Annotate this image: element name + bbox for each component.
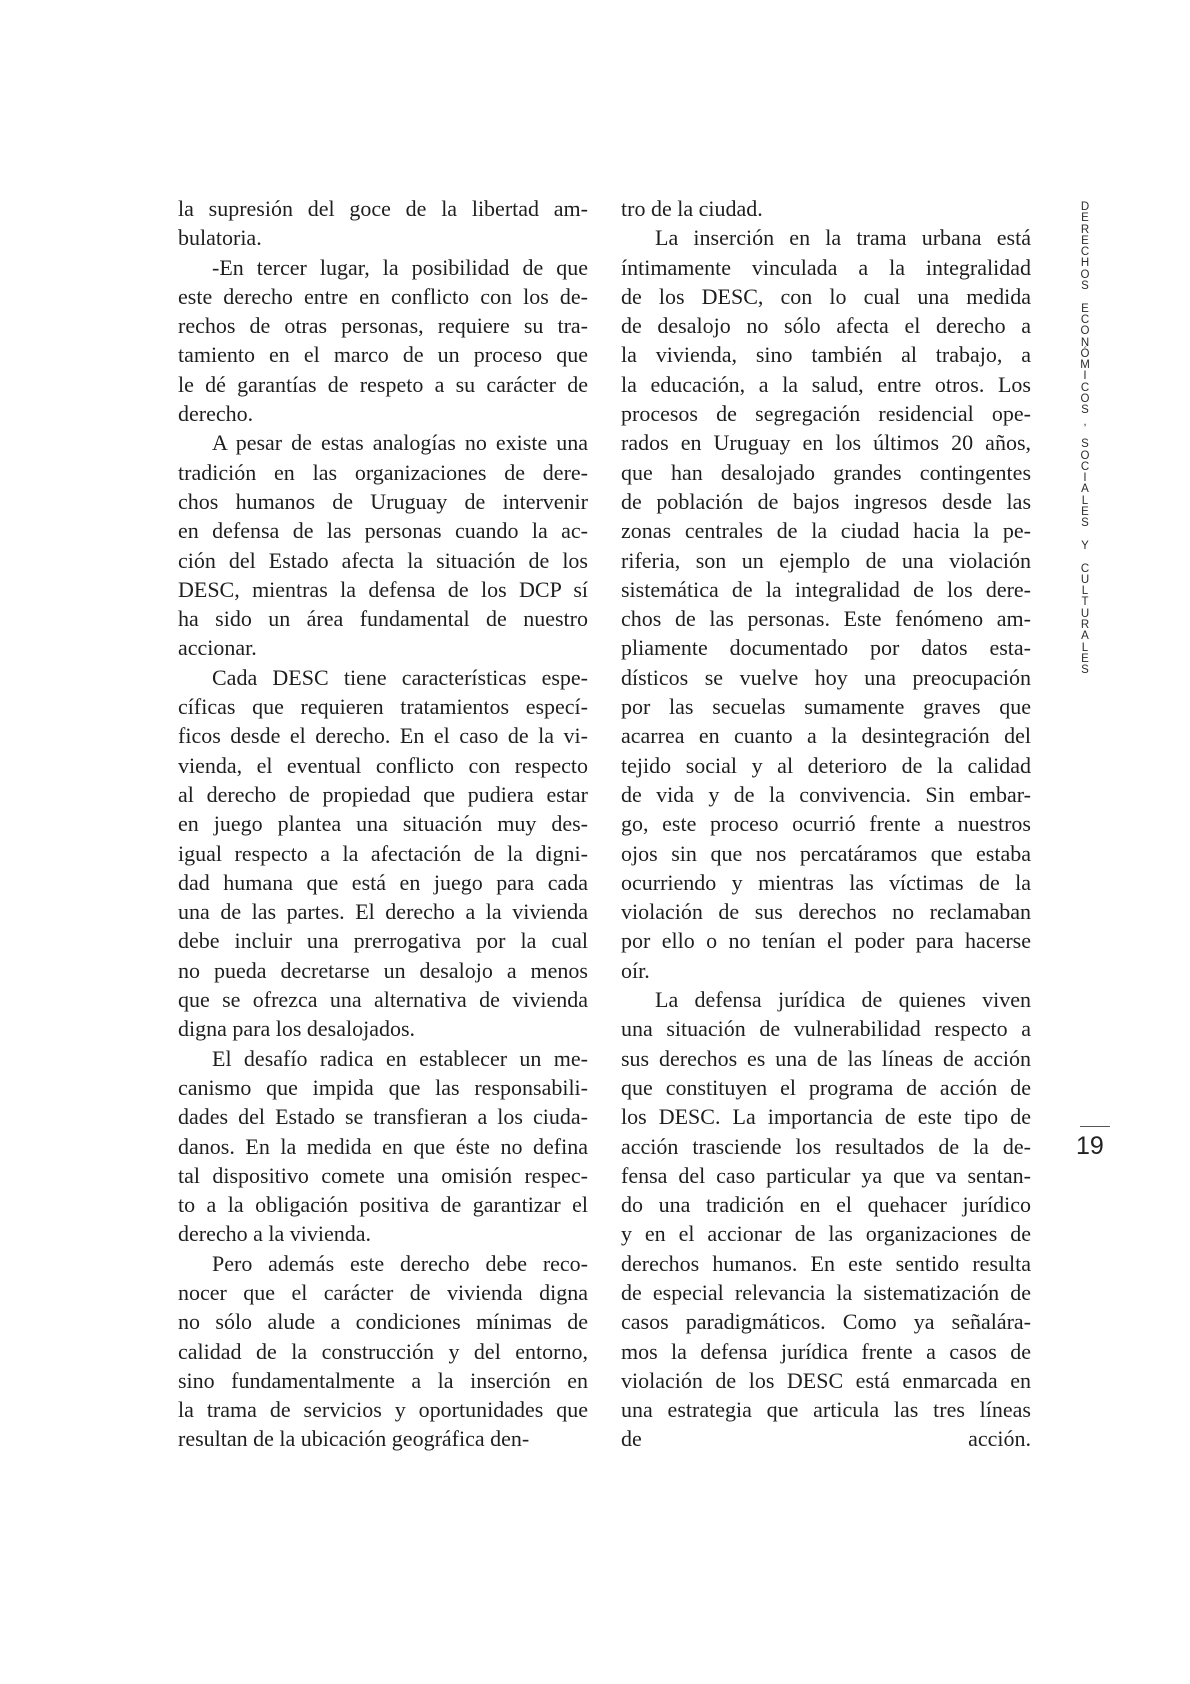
- page-number: 19: [1076, 1132, 1104, 1160]
- text-line: procesos de segregación residencial ope-: [621, 401, 1031, 427]
- text-line: Cada DESC tiene características espe-: [212, 664, 588, 690]
- text-line: El desafío radica en establecer un me-: [212, 1045, 588, 1071]
- text-line: ción del Estado afecta la situación de los: [178, 547, 588, 573]
- text-line: sus derechos es una de las líneas de acción: [621, 1045, 1031, 1071]
- text-line: pliamente documentado por datos esta-: [621, 635, 1031, 661]
- text-line: chos de las personas. Este fenómeno am-: [621, 606, 1031, 632]
- text-line: tamiento en el marco de un proceso que: [178, 342, 588, 368]
- text-line: fensa del caso particular ya que va sentan-: [621, 1162, 1031, 1188]
- text-line: al derecho de propiedad que pudiera estar: [178, 781, 588, 807]
- text-line: ha sido un área fundamental de nuestro: [178, 606, 588, 632]
- text-line: tal dispositivo comete una omisión respec-: [178, 1162, 588, 1188]
- text-line: en juego plantea una situación muy des-: [178, 811, 588, 837]
- text-line: la supresión del goce de la libertad am-: [178, 196, 588, 221]
- text-line: le dé garantías de respeto a su carácter de: [178, 371, 588, 397]
- running-title: D E R E C H O S E C O N Ó M I C O S , S O C I A L E S Y C U L T U R A L E S: [1080, 201, 1090, 677]
- text-line: Pero además este derecho debe reco-: [212, 1250, 588, 1276]
- text-line: vienda, el eventual conflicto con respecto: [178, 752, 588, 778]
- text-line: derechos humanos. En este sentido resulta: [621, 1250, 1031, 1276]
- text-line: tro de la ciudad.: [621, 196, 763, 221]
- text-line: derecho a la vivienda.: [178, 1221, 372, 1247]
- text-line: que han desalojado grandes contingentes: [621, 459, 1031, 485]
- text-line: la vivienda, sino también al trabajo, a: [621, 342, 1031, 368]
- text-line: una situación de vulnerabilidad respecto a: [621, 1016, 1031, 1042]
- text-line: no pueda decretarse un desalojo a menos: [178, 957, 588, 983]
- text-line: La defensa jurídica de quienes viven: [655, 987, 1031, 1013]
- text-line: una de las partes. El derecho a la vivienda: [178, 899, 588, 925]
- text-line: ojos sin que nos percatáramos que estaba: [621, 840, 1031, 866]
- text-line: to a la obligación positiva de garantizar el: [178, 1192, 588, 1218]
- text-line: por ello o no tenían el poder para hacerse: [621, 928, 1031, 954]
- text-line: que se ofrezca una alternativa de vivienda: [178, 987, 588, 1013]
- text-line: igual respecto a la afectación de la digni-: [178, 840, 588, 866]
- text-line: tradición en las organizaciones de dere-: [178, 459, 588, 485]
- text-line: dades del Estado se transfieran a los ciuda-: [178, 1104, 588, 1130]
- text-line: tejido social y al deterioro de la calidad: [621, 752, 1031, 778]
- text-line: La inserción en la trama urbana está: [655, 225, 1031, 251]
- text-line: dad humana que está en juego para cada: [178, 869, 588, 895]
- text-line: de especial relevancia la sistematización de: [621, 1279, 1031, 1305]
- text-line: A pesar de estas analogías no existe una: [212, 430, 588, 456]
- text-line: este derecho entre en conflicto con los de-: [178, 283, 588, 309]
- text-line: resultan de la ubicación geográfica den-: [178, 1426, 530, 1452]
- left-text-column: [178, 194, 588, 1454]
- text-line: íntimamente vinculada a la integralidad: [621, 254, 1031, 280]
- text-line: que constituyen el programa de acción de: [621, 1074, 1031, 1100]
- text-line: los DESC. La importancia de este tipo de: [621, 1104, 1031, 1130]
- text-line: riferia, son un ejemplo de una violación: [621, 547, 1031, 573]
- text-line: bulatoria.: [178, 225, 262, 251]
- text-line: cíficas que requieren tratamientos especí-: [178, 694, 588, 720]
- text-line: DESC, mientras la defensa de los DCP sí: [178, 576, 588, 602]
- text-line: rechos de otras personas, requiere su tra-: [178, 313, 588, 339]
- text-line: go, este proceso ocurrió frente a nuestros: [621, 811, 1031, 837]
- text-line: debe incluir una prerrogativa por la cual: [178, 928, 588, 954]
- text-line: de población de bajos ingresos desde las: [621, 488, 1031, 514]
- text-line: sino fundamentalmente a la inserción en: [178, 1367, 588, 1393]
- text-line: en defensa de las personas cuando la ac-: [178, 518, 588, 544]
- text-line: por las secuelas sumamente graves que: [621, 694, 1031, 720]
- text-line: no sólo alude a condiciones mínimas de: [178, 1309, 588, 1335]
- text-line: danos. En la medida en que éste no defina: [178, 1133, 588, 1159]
- right-text-column: [621, 194, 1031, 1454]
- text-line: una estrategia que articula las tres líneas: [621, 1397, 1031, 1423]
- text-line: digna para los desalojados.: [178, 1016, 416, 1042]
- text-line: rados en Uruguay en los últimos 20 años,: [621, 430, 1031, 456]
- text-line: de desalojo no sólo afecta el derecho a: [621, 313, 1031, 339]
- text-line: accionar.: [178, 635, 257, 661]
- text-line: sistemática de la integralidad de los dere-: [621, 576, 1031, 602]
- text-line: canismo que impida que las responsabili-: [178, 1074, 588, 1100]
- text-line: de los DESC, con lo cual una medida: [621, 283, 1031, 309]
- text-line: violación de sus derechos no reclamaban: [621, 899, 1031, 925]
- text-line: y en el accionar de las organizaciones de: [621, 1221, 1031, 1247]
- text-line: acarrea en cuanto a la desintegración del: [621, 723, 1031, 749]
- text-line: la educación, a la salud, entre otros. Los: [621, 371, 1031, 397]
- text-line: casos paradigmáticos. Como ya señalára-: [621, 1309, 1031, 1335]
- text-line: oír.: [621, 957, 650, 983]
- text-line: mos la defensa jurídica frente a casos de: [621, 1338, 1031, 1364]
- text-line: chos humanos de Uruguay de intervenir: [178, 488, 588, 514]
- text-line: nocer que el carácter de vivienda digna: [178, 1279, 588, 1305]
- text-line: acción trasciende los resultados de la de-: [621, 1133, 1031, 1159]
- text-line: calidad de la construcción y del entorno,: [178, 1338, 588, 1364]
- text-line: do una tradición en el quehacer jurídico: [621, 1192, 1031, 1218]
- text-line: -En tercer lugar, la posibilidad de que: [212, 254, 588, 280]
- text-line: ocurriendo y mientras las víctimas de la: [621, 869, 1031, 895]
- text-line: ficos desde el derecho. En el caso de la vi-: [178, 723, 588, 749]
- text-line: dísticos se vuelve hoy una preocupación: [621, 664, 1031, 690]
- text-line: derecho.: [178, 401, 254, 427]
- text-line: zonas centrales de la ciudad hacia la pe-: [621, 518, 1031, 544]
- text-line: de vida y de la convivencia. Sin embar-: [621, 781, 1031, 807]
- text-line: violación de los DESC está enmarcada en: [621, 1367, 1031, 1393]
- text-line: la trama de servicios y oportunidades que: [178, 1397, 588, 1423]
- text-line: de acción.: [621, 1426, 1031, 1452]
- page-number-rule: [1080, 1126, 1110, 1127]
